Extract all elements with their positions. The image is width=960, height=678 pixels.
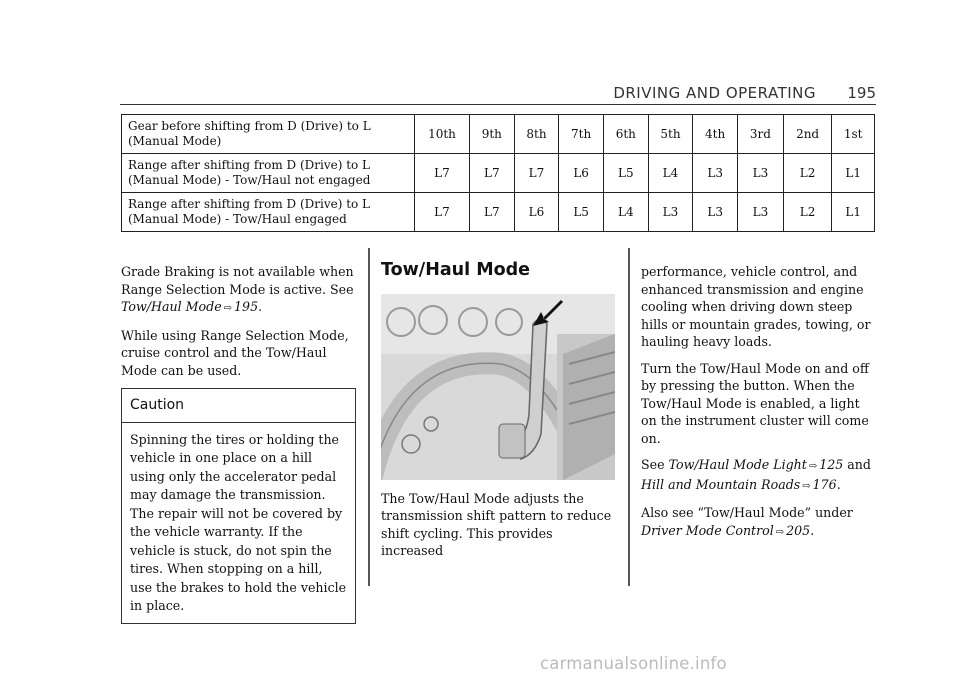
table-cell: L6 — [514, 193, 559, 232]
table-cell: L5 — [559, 193, 604, 232]
section-heading: Tow/Haul Mode — [381, 260, 531, 280]
paragraph: While using Range Selection Mode, cruise control and the Tow/Haul Mode can be used. — [121, 327, 349, 378]
table-cell: L4 — [603, 193, 648, 232]
table-cell: L1 — [832, 154, 875, 193]
table-cell: L7 — [469, 154, 514, 193]
table-cell: L6 — [559, 154, 604, 193]
table-cell: L7 — [415, 193, 470, 232]
table-cell: 1st — [832, 115, 875, 154]
cross-reference-link[interactable]: Tow/Haul Mode ⇨ 195 — [121, 299, 259, 314]
paragraph: Also see “Tow/Haul Mode” under Driver Mode Control ⇨ 205. — [641, 505, 853, 538]
row-label: Range after shifting from D (Drive) to L (Manual Mode) - Tow/Haul engaged — [122, 193, 415, 232]
caution-box — [121, 388, 356, 624]
page-ref-arrow-icon: ⇨ — [223, 303, 233, 314]
table-cell: 10th — [415, 115, 470, 154]
table-cell: L3 — [693, 154, 738, 193]
page-ref-arrow-icon: ⇨ — [802, 480, 811, 492]
table-cell: L4 — [648, 154, 693, 193]
section-title: DRIVING AND OPERATING — [613, 84, 816, 102]
table-cell: 9th — [469, 115, 514, 154]
cross-reference-link[interactable]: Driver Mode Control ⇨ 205 — [641, 522, 811, 538]
page-ref-arrow-icon: ⇨ — [775, 526, 785, 538]
column-2 — [381, 262, 616, 569]
cross-reference-link[interactable]: Tow/Haul Mode Light ⇨ 125 — [668, 457, 844, 472]
column-3 — [641, 263, 876, 550]
page-ref-arrow-icon: ⇨ — [808, 461, 818, 472]
table-cell: L5 — [603, 154, 648, 193]
table-cell: L7 — [514, 154, 559, 193]
caution-title: Caution — [122, 389, 355, 423]
table-cell: 7th — [559, 115, 604, 154]
table-cell: 5th — [648, 115, 693, 154]
table-cell: L3 — [648, 193, 693, 232]
paragraph: Grade Braking is not available when Range Selection Mode is active. See Tow/Haul Mode ⇨ 195. — [121, 264, 354, 314]
watermark: carmanualsonline.info — [540, 654, 727, 673]
table-cell: L3 — [737, 193, 783, 232]
steering-column-shift-lever-image — [381, 294, 615, 480]
table-cell: L1 — [832, 193, 875, 232]
row-label: Range after shifting from D (Drive) to L (Manual Mode) - Tow/Haul not engaged — [122, 154, 415, 193]
table-cell: 3rd — [737, 115, 783, 154]
row-label: Gear before shifting from D (Drive) to L (Manual Mode) — [122, 115, 415, 154]
column-divider — [368, 248, 370, 586]
paragraph: Turn the Tow/Haul Mode on and off by pressing the button. When the Tow/Haul Mode is enabled, a light on the instrument cluster will come on. — [641, 360, 869, 446]
column-1 — [121, 263, 356, 624]
table-cell: L7 — [415, 154, 470, 193]
page-number: 195 — [847, 84, 876, 102]
table-cell: L7 — [469, 193, 514, 232]
table-cell: 2nd — [783, 115, 832, 154]
column-divider — [628, 248, 630, 586]
table-row — [122, 154, 875, 193]
paragraph: performance, vehicle control, and enhanced transmission and engine cooling when driving down steep hills or mountain grades, towing, or hauling heavy loads. — [641, 264, 871, 349]
table-row — [122, 193, 875, 232]
table-cell: L2 — [783, 154, 832, 193]
table-cell: L3 — [693, 193, 738, 232]
gear-range-table — [121, 114, 875, 232]
table-cell: 8th — [514, 115, 559, 154]
cross-reference-link[interactable]: Hill and Mountain Roads ⇨ 176 — [641, 476, 837, 492]
table-cell: L3 — [737, 154, 783, 193]
table-row — [122, 115, 875, 154]
paragraph: See Tow/Haul Mode Light ⇨ 125 and Hill and Mountain Roads ⇨ 176. — [641, 457, 871, 492]
table-cell: L2 — [783, 193, 832, 232]
table-cell: 4th — [693, 115, 738, 154]
caution-body: Spinning the tires or holding the vehicle in one place on a hill using only the accelerator pedal may damage the transmission. The repair will not be covered by the vehicle warranty. If the vehicle is stuck, do not spin the tires. When stopping on a hill, use the brakes to hold the vehicle in place. — [130, 431, 347, 613]
paragraph: The Tow/Haul Mode adjusts the transmission shift pattern to reduce shift cycling. This provides increased — [381, 490, 612, 558]
table-cell: 6th — [603, 115, 648, 154]
page-header — [120, 84, 876, 105]
